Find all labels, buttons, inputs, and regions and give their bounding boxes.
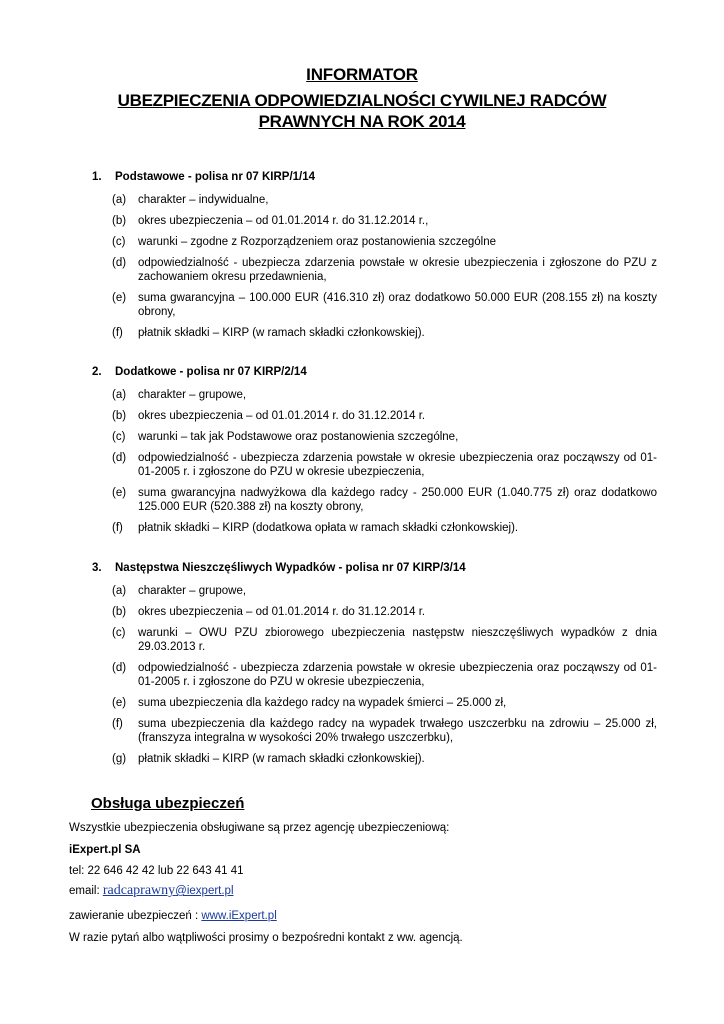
item-label: (c) [112,431,126,443]
list-item [92,451,657,479]
document-title: INFORMATOR [306,65,418,84]
item-text: charakter – indywidualne, [138,194,269,206]
item-label: (f) [112,327,123,339]
phone-numbers: tel: 22 646 42 42 lub 22 643 41 41 [69,865,244,877]
section-heading [92,365,657,379]
list-item [92,409,657,423]
item-label: (a) [112,389,127,401]
list-item [92,291,657,319]
item-text: warunki – zgodne z Rozporządzeniem oraz postanowienia szczególne [138,236,496,248]
section-items [92,193,657,340]
item-text: charakter – grupowe, [138,389,247,401]
item-label: (e) [112,292,127,304]
section-number: 1. [92,171,102,183]
list-item [92,486,657,514]
item-text: odpowiedzialność - ubezpiecza zdarzenia powstałe w okresie ubezpieczenia oraz począwszy od 01-01-2005 r. i zgłoszone do PZU w okresie ubezpieczenia, [138,452,657,478]
email-label: email: [69,885,103,897]
section-number: 2. [92,366,102,378]
section-podstawowe [92,170,657,347]
item-text: suma ubezpieczenia dla każdego radcy na wypadek śmierci – 25.000 zł, [138,697,507,709]
item-label: (g) [112,753,127,765]
item-text: warunki – OWU PZU zbiorowego ubezpieczenia następstw nieszczęśliwych wypadków z dnia 29.03.2013 r. [138,627,657,653]
item-text: odpowiedzialność - ubezpiecza zdarzenia powstałe w okresie ubezpieczenia oraz począwszy od 01-01-2005 r. i zgłoszone do PZU w okresie ubezpieczenia, [138,662,657,688]
item-label: (e) [112,487,127,499]
document-subtitle [60,90,664,132]
section-items [92,584,657,766]
item-text: odpowiedzialność - ubezpiecza zdarzenia powstałe w okresie ubezpieczenia i zgłoszone do PZU z zachowaniem okresu przedawnienia, [138,257,657,283]
section-number: 3. [92,562,102,574]
email-domain: @iexpert.pl [175,885,234,897]
service-heading: Obsługa ubezpieczeń [91,795,245,812]
list-item [92,430,657,444]
item-label: (c) [112,236,126,248]
item-text: suma gwarancyjna nadwyżkowa dla każdego radcy - 250.000 EUR (1.040.775 zł) oraz dodatkowo 125.000 EUR (520.388 zł) na koszty obrony, [138,487,657,513]
list-item [92,752,657,766]
item-text: okres ubezpieczenia – od 01.01.2014 r. do 31.12.2014 r. [138,410,426,422]
item-label: (c) [112,627,126,639]
email-line [69,884,234,898]
item-label: (b) [112,215,127,227]
web-label: zawieranie ubezpieczeń : [69,910,202,922]
list-item [92,214,657,228]
email-user: radcaprawny [102,883,176,898]
closing-note: W razie pytań albo wątpliwości prosimy o bezpośredni kontakt z ww. agencją. [69,932,463,944]
section-items [92,388,657,535]
list-item [92,256,657,284]
item-text: suma ubezpieczenia dla każdego radcy na wypadek trwałego uszczerbku na zdrowiu – 25.000 zł, (franszyza integralna w wysokości 20% trwałego uszczerbku), [138,718,657,744]
list-item [92,388,657,402]
list-item [92,584,657,598]
item-text: suma gwarancyjna – 100.000 EUR (416.310 zł) oraz dodatkowo 50.000 EUR (208.155 zł) na koszty obrony, [138,292,657,318]
item-text: charakter – grupowe, [138,585,247,597]
section-title: Dodatkowe - polisa nr 07 KIRP/2/14 [115,366,307,378]
email-link[interactable] [103,885,234,897]
website-link[interactable]: www.iExpert.pl [201,910,277,922]
item-text: płatnik składki – KIRP (w ramach składki członkowskiej). [138,327,425,339]
item-label: (a) [112,194,127,206]
item-text: warunki – tak jak Podstawowe oraz postanowienia szczególne, [138,431,459,443]
item-label: (e) [112,697,127,709]
subtitle-line-1: UBEZPIECZENIA ODPOWIEDZIALNOŚCI CYWILNEJ RADCÓW [117,91,607,110]
list-item [92,326,657,340]
item-label: (b) [112,410,127,422]
item-label: (d) [112,452,127,464]
item-label: (d) [112,257,127,269]
item-label: (d) [112,662,127,674]
item-text: płatnik składki – KIRP (w ramach składki członkowskiej). [138,753,425,765]
item-text: płatnik składki – KIRP (dodatkowa opłata w ramach składki członkowskiej). [138,522,519,534]
company-name: iExpert.pl SA [69,844,141,856]
list-item [92,235,657,249]
list-item [92,626,657,654]
item-label: (f) [112,718,123,730]
list-item [92,521,657,535]
section-nnw [92,561,657,773]
title-block [60,64,664,132]
section-heading [92,170,657,184]
section-title: Podstawowe - polisa nr 07 KIRP/1/14 [115,171,316,183]
item-label: (f) [112,522,123,534]
section-dodatkowe [92,365,657,542]
subtitle-line-2: PRAWNYCH NA ROK 2014 [258,112,466,131]
section-title: Następstwa Nieszczęśliwych Wypadków - polisa nr 07 KIRP/3/14 [115,562,466,574]
list-item [92,193,657,207]
item-label: (b) [112,606,127,618]
item-label: (a) [112,585,127,597]
item-text: okres ubezpieczenia – od 01.01.2014 r. do 31.12.2014 r., [138,215,429,227]
list-item [92,661,657,689]
service-intro: Wszystkie ubezpieczenia obsługiwane są przez agencję ubezpieczeniową: [69,822,450,834]
web-line [69,909,277,923]
list-item [92,696,657,710]
section-heading [92,561,657,575]
list-item [92,605,657,619]
item-text: okres ubezpieczenia – od 01.01.2014 r. do 31.12.2014 r. [138,606,426,618]
list-item [92,717,657,745]
